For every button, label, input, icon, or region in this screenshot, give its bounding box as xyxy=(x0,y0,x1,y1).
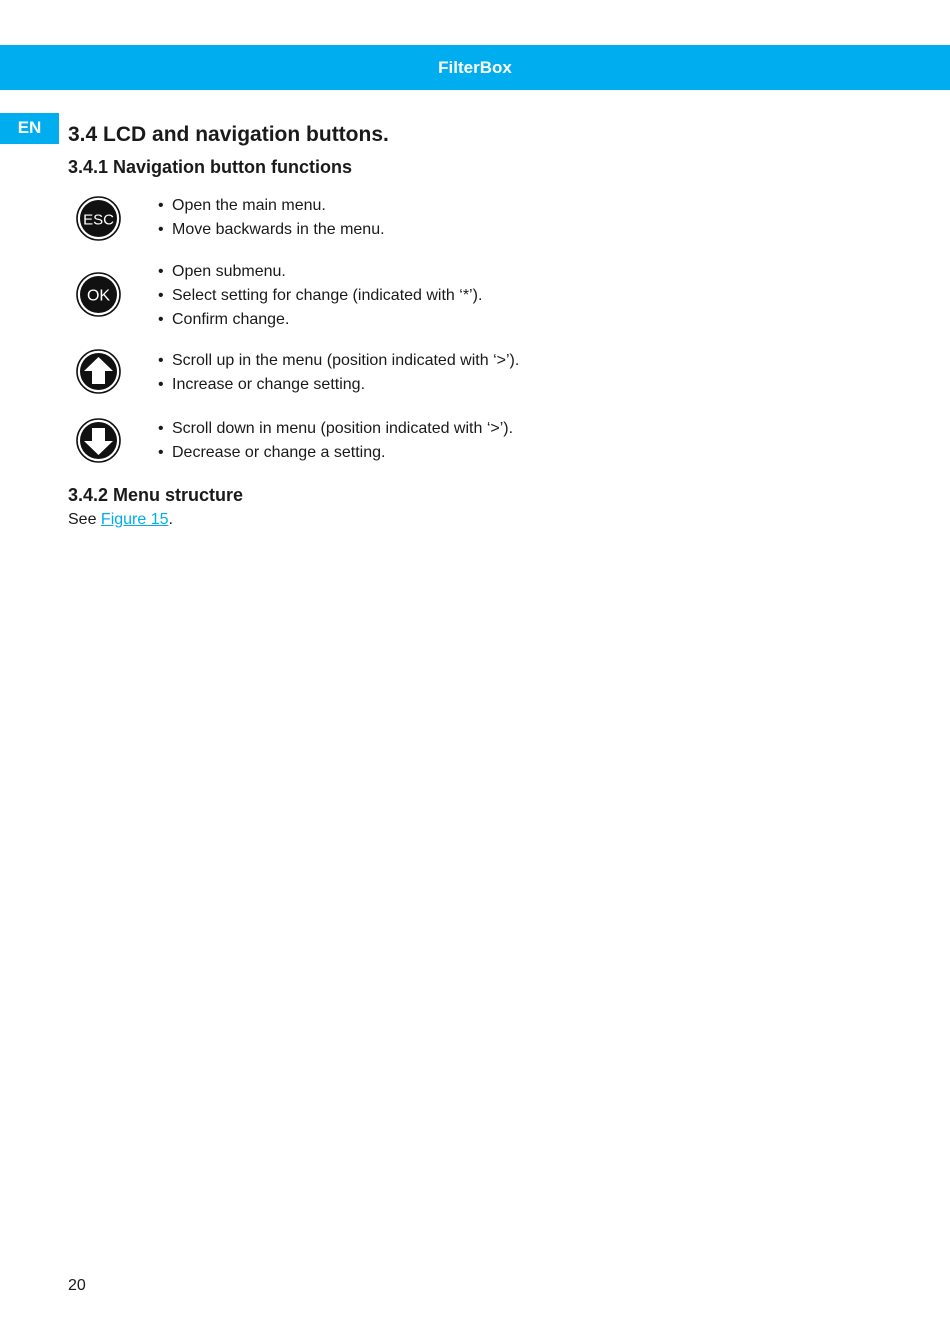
period-text: . xyxy=(168,511,173,528)
list-item: • Open submenu. xyxy=(158,260,482,284)
list-item: • Select setting for change (indicated with ‘*’). xyxy=(158,284,482,308)
svg-text:OK: OK xyxy=(86,287,111,305)
list-item: • Confirm change. xyxy=(158,308,482,332)
list-item: • Move backwards in the menu. xyxy=(158,218,385,242)
header-bar xyxy=(0,45,950,90)
header-title: FilterBox xyxy=(438,57,512,77)
see-text: See xyxy=(68,511,101,528)
figure-15-link[interactable]: Figure 15 xyxy=(100,511,169,528)
arrow-down-function-list xyxy=(158,417,513,465)
list-item: • Increase or change setting. xyxy=(158,373,519,397)
arrow-up-button-icon xyxy=(76,349,121,394)
arrow-up-function-list xyxy=(158,349,519,397)
section-title: 3.4 LCD and navigation buttons. xyxy=(68,123,389,146)
language-tab: EN xyxy=(0,113,59,144)
menu-structure-text xyxy=(68,509,173,531)
page-number: 20 xyxy=(68,1277,86,1294)
subsection-title-navigation: 3.4.1 Navigation button functions xyxy=(68,157,353,177)
arrow-down-button-icon xyxy=(76,418,121,463)
list-item: • Open the main menu. xyxy=(158,194,385,218)
subsection-title-menu-structure: 3.4.2 Menu structure xyxy=(68,485,244,505)
esc-button-icon xyxy=(76,196,121,241)
ok-function-list xyxy=(158,260,482,332)
esc-function-list xyxy=(158,194,385,242)
list-item: • Scroll up in the menu (position indicated with ‘>’). xyxy=(158,349,519,373)
ok-button-icon xyxy=(76,272,121,317)
list-item: • Scroll down in menu (position indicated with ‘>’). xyxy=(158,417,513,441)
list-item: • Decrease or change a setting. xyxy=(158,441,513,465)
svg-text:ESC: ESC xyxy=(83,211,114,229)
